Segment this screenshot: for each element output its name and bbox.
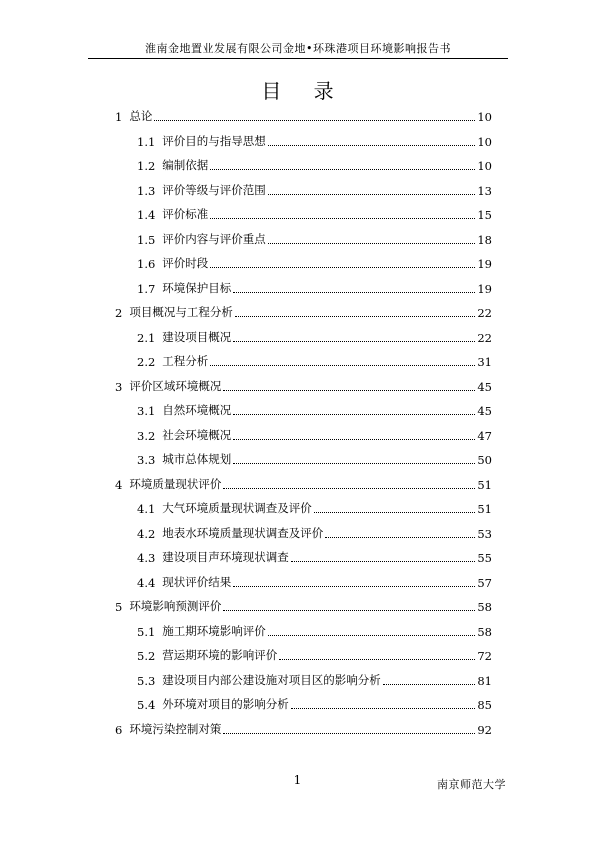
toc-entry-number: 4	[115, 477, 123, 492]
toc-entry-page: 57	[477, 575, 492, 590]
toc-section-entry[interactable]	[137, 617, 492, 639]
toc-entry-page: 47	[477, 428, 492, 443]
toc-entry-number: 3.1	[137, 404, 156, 418]
toc-entry-label: 评价标准	[162, 207, 209, 221]
toc-entry-page: 19	[477, 281, 492, 296]
toc-dot-leader	[154, 120, 475, 121]
running-header: 淮南金地置业发展有限公司金地•环珠港项目环境影响报告书	[145, 42, 451, 55]
toc-dot-leader	[223, 488, 475, 489]
toc-entry-number: 4.4	[137, 575, 156, 590]
toc-chapter-entry[interactable]	[115, 592, 492, 614]
toc-section-entry[interactable]	[137, 445, 492, 467]
toc-entry-page: 92	[477, 722, 492, 737]
toc-entry-label: 环境影响预测评价	[129, 599, 222, 613]
toc-dot-leader	[223, 610, 475, 611]
toc-entry-number: 4.1	[137, 502, 156, 516]
toc-section-entry[interactable]	[137, 690, 492, 712]
toc-entry-label: 大气环境质量现状调查及评价	[162, 501, 312, 515]
toc-dot-leader	[210, 169, 475, 170]
toc-entry-page: 22	[477, 330, 492, 345]
toc-entry-label: 外环境对项目的影响分析	[162, 697, 289, 711]
toc-entry-page: 55	[477, 551, 492, 565]
toc-entry-page: 53	[477, 526, 492, 541]
toc-entry-label: 自然环境概况	[162, 403, 232, 417]
toc-entry-number: 3	[115, 379, 123, 394]
toc-section-entry[interactable]	[137, 396, 492, 418]
toc-dot-leader	[233, 463, 475, 464]
toc-section-entry[interactable]	[137, 274, 492, 296]
page-number: 1	[293, 773, 302, 787]
toc-dot-leader	[383, 684, 476, 685]
toc-entry-number: 1.1	[137, 134, 156, 149]
toc-section-entry[interactable]	[137, 543, 492, 565]
toc-section-entry[interactable]	[137, 568, 492, 590]
toc-entry-number: 2.2	[137, 355, 156, 369]
toc-entry-page: 22	[477, 306, 492, 320]
toc-chapter-entry[interactable]	[115, 372, 492, 394]
toc-entry-number: 5.2	[137, 649, 156, 663]
toc-entry-label: 环境保护目标	[162, 280, 232, 295]
toc-entry-number: 1.2	[137, 159, 156, 173]
toc-entry-number: 6	[115, 722, 123, 737]
toc-entry-page: 45	[477, 404, 492, 418]
toc-entry-label: 评价等级与评价范围	[162, 182, 266, 197]
toc-section-entry[interactable]	[137, 323, 492, 345]
header-rule	[88, 58, 508, 59]
toc-entry-label: 建设项目概况	[162, 329, 232, 344]
toc-entry-number: 1.7	[137, 281, 156, 296]
toc-entry-page: 50	[477, 453, 492, 467]
toc-entry-page: 13	[477, 183, 492, 198]
toc-dot-leader	[233, 292, 475, 293]
toc-entry-page: 81	[477, 673, 492, 688]
toc-section-entry[interactable]	[137, 200, 492, 222]
toc-entry-label: 现状评价结果	[162, 574, 232, 589]
toc-dot-leader	[210, 365, 475, 366]
toc-dot-leader	[210, 218, 475, 219]
toc-entry-number: 5.1	[137, 624, 156, 639]
toc-entry-number: 5.4	[137, 698, 156, 712]
toc-section-entry[interactable]	[137, 494, 492, 516]
toc-dot-leader	[235, 316, 476, 317]
toc-dot-leader	[291, 561, 476, 562]
toc-dot-leader	[325, 537, 475, 538]
toc-entry-label: 总论	[129, 109, 153, 123]
page-title: 目 录	[261, 79, 334, 103]
toc-entry-label: 建设项目声环境现状调查	[162, 550, 289, 564]
toc-section-entry[interactable]	[137, 249, 492, 271]
toc-entry-page: 58	[477, 600, 492, 614]
toc-entry-number: 1	[115, 110, 123, 124]
toc-dot-leader	[233, 439, 475, 440]
toc-dot-leader	[314, 512, 476, 513]
toc-entry-page: 31	[477, 355, 492, 369]
toc-entry-label: 评价时段	[162, 256, 209, 270]
toc-entry-label: 施工期环境影响评价	[162, 623, 266, 638]
toc-chapter-entry[interactable]	[115, 298, 492, 320]
toc-entry-label: 环境质量现状评价	[129, 476, 222, 491]
toc-entry-page: 15	[477, 208, 492, 222]
toc-dot-leader	[223, 390, 475, 391]
toc-entry-page: 10	[477, 134, 492, 149]
toc-entry-label: 项目概况与工程分析	[129, 305, 233, 319]
toc-dot-leader	[233, 414, 475, 415]
toc-section-entry[interactable]	[137, 519, 492, 541]
toc-section-entry[interactable]	[137, 127, 492, 149]
toc-entry-page: 45	[477, 379, 492, 394]
toc-entry-page: 19	[477, 257, 492, 271]
toc-entry-page: 85	[477, 698, 492, 712]
toc-section-entry[interactable]	[137, 421, 492, 443]
toc-entry-number: 4.3	[137, 551, 156, 565]
toc-entry-label: 环境污染控制对策	[129, 721, 222, 736]
toc-entry-number: 1.4	[137, 208, 156, 222]
toc-entry-label: 城市总体规划	[162, 452, 232, 466]
toc-dot-leader	[268, 194, 476, 195]
toc-entry-label: 编制依据	[162, 158, 209, 172]
toc-entry-page: 51	[477, 477, 492, 492]
toc-entry-label: 评价区域环境概况	[129, 378, 222, 393]
toc-chapter-entry[interactable]	[115, 102, 492, 124]
toc-section-entry[interactable]	[137, 225, 492, 247]
toc-entry-number: 2	[115, 306, 123, 320]
toc-dot-leader	[233, 586, 475, 587]
toc-entry-page: 18	[477, 232, 492, 247]
toc-entry-page: 51	[477, 502, 492, 516]
toc-section-entry[interactable]	[137, 666, 492, 688]
toc-entry-number: 5.3	[137, 673, 156, 688]
toc-section-entry[interactable]	[137, 151, 492, 173]
toc-entry-label: 建设项目内部公建设施对项目区的影响分析	[162, 672, 381, 687]
toc-entry-label: 评价内容与评价重点	[162, 231, 266, 246]
toc-dot-leader	[291, 708, 476, 709]
toc-chapter-entry[interactable]	[115, 470, 492, 492]
toc-dot-leader	[210, 267, 475, 268]
toc-entry-page: 10	[477, 110, 492, 124]
footer-institution: 南京师范大学	[437, 778, 506, 791]
toc-entry-page: 72	[477, 649, 492, 663]
toc-entry-number: 1.5	[137, 232, 156, 247]
toc-entry-number: 4.2	[137, 526, 156, 541]
toc-entry-number: 2.1	[137, 330, 156, 345]
toc-dot-leader	[233, 341, 475, 342]
toc-section-entry[interactable]	[137, 641, 492, 663]
toc-entry-label: 工程分析	[162, 354, 209, 368]
toc-dot-leader	[268, 635, 476, 636]
toc-dot-leader	[268, 145, 476, 146]
toc-dot-leader	[279, 659, 475, 660]
toc-entry-number: 1.3	[137, 183, 156, 198]
toc-dot-leader	[268, 243, 476, 244]
toc-entry-label: 地表水环境质量现状调查及评价	[162, 525, 324, 540]
toc-entry-label: 营运期环境的影响评价	[162, 648, 278, 662]
toc-entry-number: 1.6	[137, 257, 156, 271]
toc-dot-leader	[223, 733, 475, 734]
toc-entry-page: 10	[477, 159, 492, 173]
toc-entry-label: 评价目的与指导思想	[162, 133, 266, 148]
toc-entry-number: 3.2	[137, 428, 156, 443]
toc-entry-number: 3.3	[137, 453, 156, 467]
toc-entry-number: 5	[115, 600, 123, 614]
toc-section-entry[interactable]	[137, 347, 492, 369]
toc-chapter-entry[interactable]	[115, 715, 492, 737]
toc-entry-page: 58	[477, 624, 492, 639]
toc-entry-label: 社会环境概况	[162, 427, 232, 442]
toc-section-entry[interactable]	[137, 176, 492, 198]
